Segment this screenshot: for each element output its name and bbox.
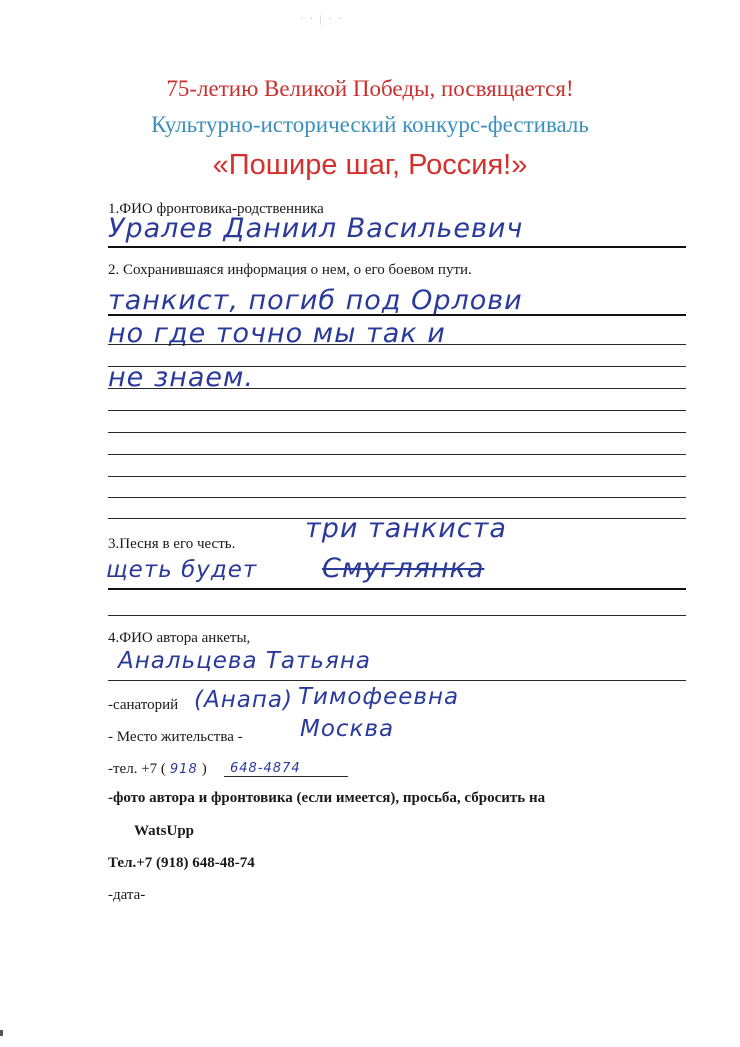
phone-prefix: -тел. +7 ( [108, 761, 166, 777]
q2-line-4 [108, 388, 686, 389]
q3-answer-prefix: щеть будет [106, 557, 258, 583]
q4-answer-line-2: Тимофеевна [298, 684, 460, 710]
q3-line-2 [108, 615, 686, 616]
q2-line-6 [108, 432, 686, 433]
phone-label [108, 761, 207, 778]
q2-answer-line-2: но где точно мы так и [108, 318, 446, 349]
phone-line [224, 776, 348, 777]
residence-label: - Место жительства - [108, 729, 243, 745]
q3-line-1 [108, 588, 686, 590]
phone-mid: ) [201, 761, 207, 777]
q2-line-9 [108, 497, 686, 498]
q1-line [108, 246, 686, 248]
q4-label: 4.ФИО автора анкеты, [108, 630, 251, 646]
scan-edge-mark [0, 1030, 3, 1036]
header-festival: Культурно-исторический конкурс-фестиваль [151, 112, 589, 137]
sanatorium-answer: (Анапа) [194, 687, 293, 713]
q3-label: 3.Песня в его честь. [108, 536, 236, 552]
q3-answer-struck: Смуглянка [322, 553, 485, 584]
q4-line [108, 680, 686, 681]
q2-answer-line-3: не знаем. [108, 362, 254, 393]
q2-line-1 [108, 314, 686, 316]
q2-label: 2. Сохранившаяся информация о нем, о его боевом пути. [108, 262, 472, 278]
date-label: -дата- [108, 887, 146, 903]
watsapp-label: WatsUpp [134, 823, 195, 839]
residence-answer: Москва [300, 716, 395, 742]
q2-line-7 [108, 454, 686, 455]
q2-line-8 [108, 476, 686, 477]
header-slogan: «Пошире шаг, Россия!» [212, 149, 528, 181]
scan-marks: · · | · · [300, 14, 344, 25]
photo-request: -фото автора и фронтовика (если имеется), просьба, сбросить на [108, 790, 546, 806]
q4-answer-line-1: Анальцева Татьяна [118, 648, 371, 674]
sanatorium-label: -санаторий [108, 697, 179, 713]
contact-phone: Тел.+7 (918) 648-48-74 [108, 855, 255, 871]
q2-line-2 [108, 344, 686, 345]
phone-code: 918 [169, 762, 198, 777]
q3-answer-top: три танкиста [305, 513, 507, 544]
q1-label: 1.ФИО фронтовика-родственника [108, 201, 324, 217]
q2-line-5 [108, 410, 686, 411]
q2-answer-line-1: танкист, погиб под Орлови [108, 285, 523, 316]
phone-number: 648-4874 [230, 761, 301, 776]
header-dedication: 75-летию Великой Победы, посвящается! [166, 76, 574, 101]
q1-answer: Уралев Даниил Васильевич [108, 213, 524, 244]
